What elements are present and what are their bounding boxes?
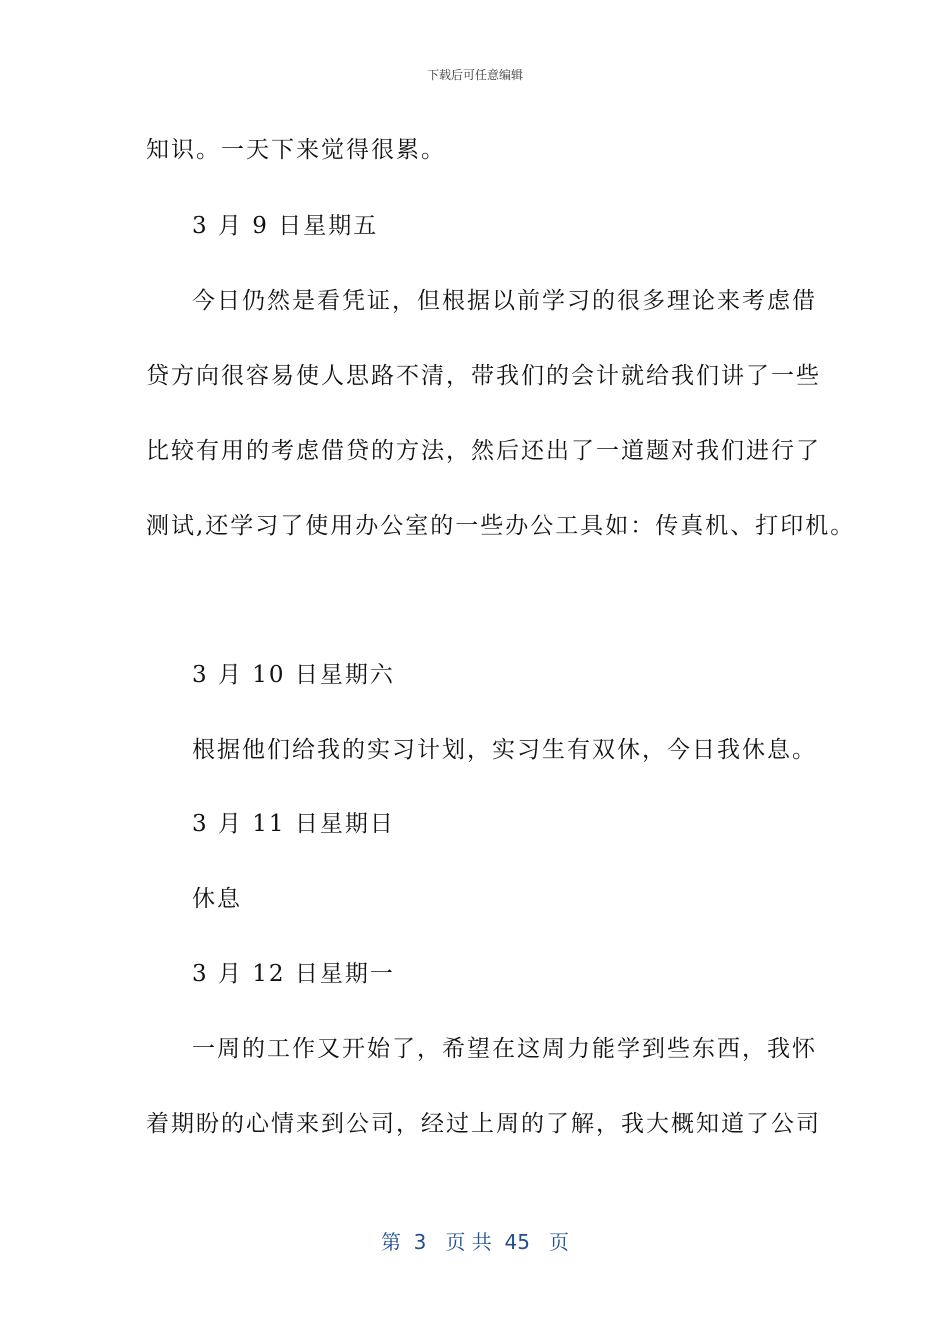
body-line: 着期盼的心情来到公司，经过上周的了解，我大概知道了公司 (146, 1111, 821, 1137)
date-heading: 3 月 12 日星期一 (192, 961, 395, 987)
body-line: 比较有用的考虑借贷的方法，然后还出了一道题对我们进行了 (146, 438, 821, 464)
body-line: 一周的工作又开始了，希望在这周力能学到些东西，我怀 (192, 1036, 817, 1062)
date-heading: 3 月 10 日星期六 (192, 662, 395, 688)
body-line: 知识。一天下来觉得很累。 (146, 137, 446, 163)
body-line: 休息 (192, 886, 242, 912)
body-line: 今日仍然是看凭证，但根据以前学习的很多理论来考虑借 (192, 288, 817, 314)
page-footer: 第 3 页 共 45 页 (380, 1230, 570, 1254)
date-heading: 3 月 9 日星期五 (192, 213, 379, 239)
date-heading: 3 月 11 日星期日 (192, 811, 395, 837)
body-line: 测试,还学习了使用办公室的一些办公工具如：传真机、打印机。 (146, 513, 856, 539)
body-line: 根据他们给我的实习计划，实习生有双休，今日我休息。 (192, 737, 817, 763)
body-line: 贷方向很容易使人思路不清，带我们的会计就给我们讲了一些 (146, 363, 821, 389)
page-header: 下载后可任意编辑 (426, 68, 523, 82)
